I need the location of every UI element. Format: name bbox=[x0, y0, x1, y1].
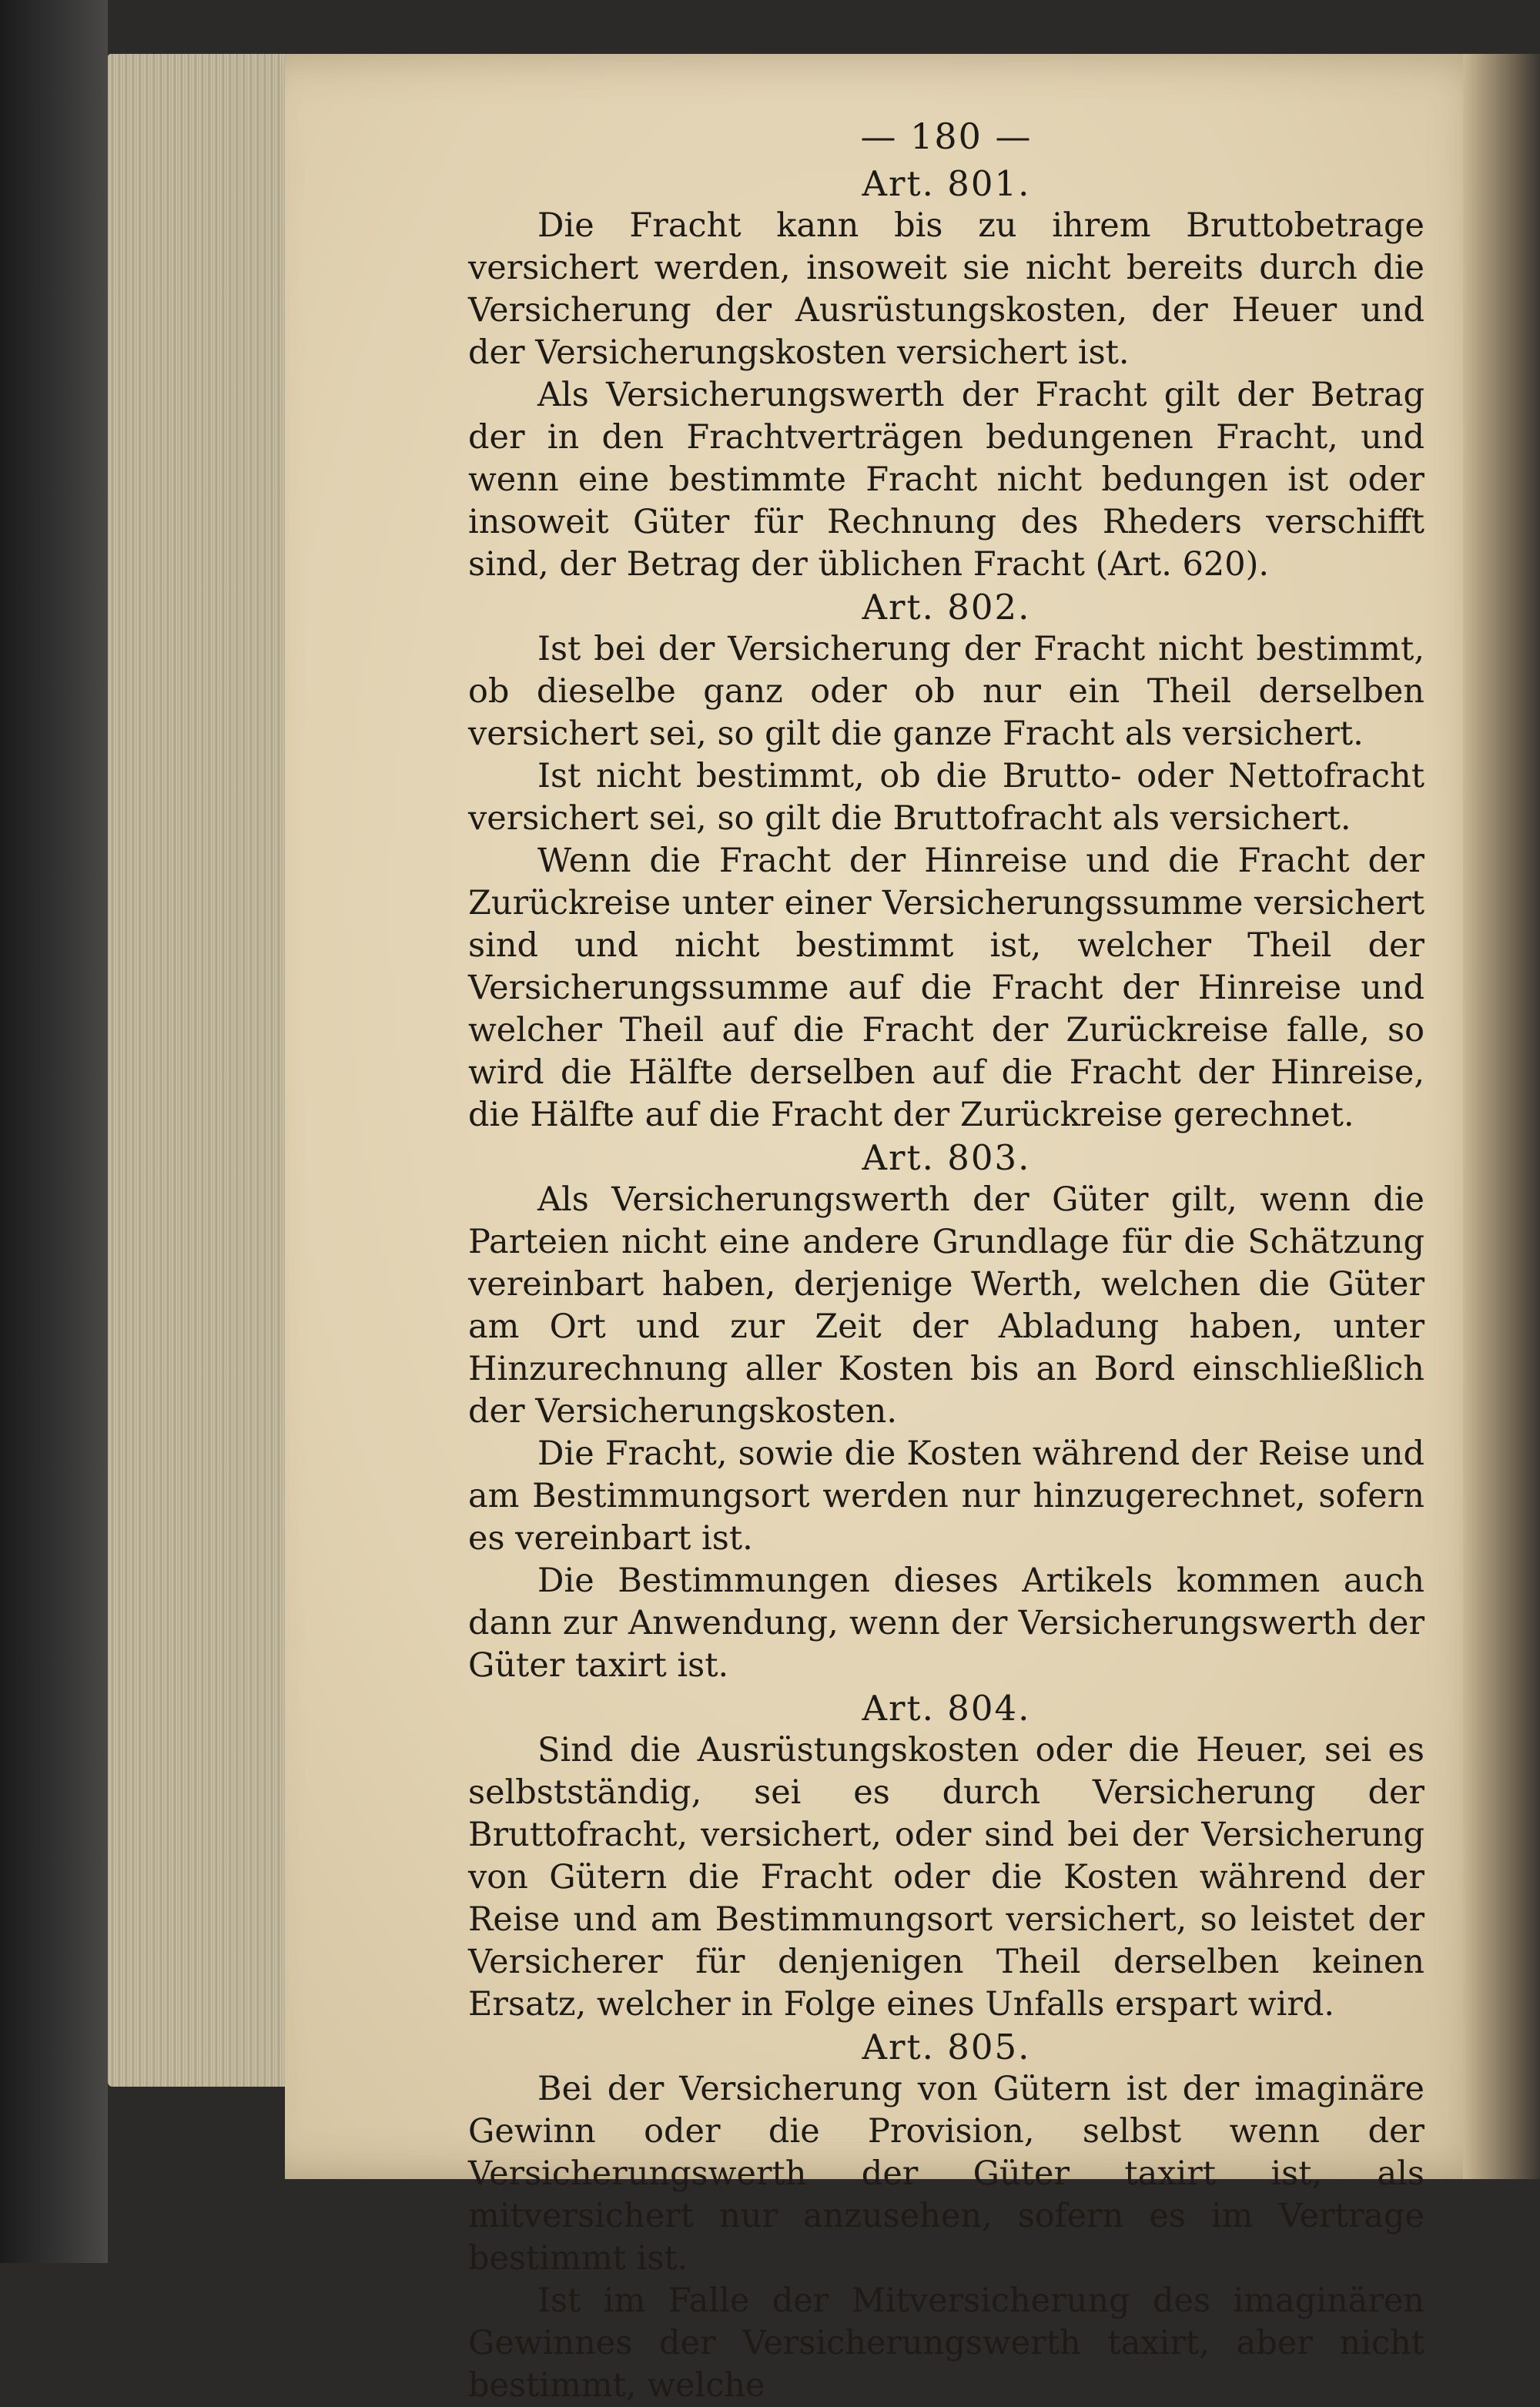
article-803 bbox=[468, 1137, 1424, 1687]
article-heading: Art. 805. bbox=[862, 2027, 1031, 2067]
article-heading: Art. 803. bbox=[862, 1137, 1031, 1178]
paragraph: Wenn die Fracht der Hinreise und die Fracht der Zurückreise unter einer Versicherungssumme versichert sind und nicht bestimmt ist, welcher Theil der Versicherungssumme auf die Fracht der Hinreise und welcher Theil auf die Fracht der Zurückreise falle, so wird die Hälfte derselben auf die Fracht der Hinreise, die Hälfte auf die Fracht der Zurückreise gerechnet. bbox=[468, 842, 1424, 1134]
paragraph: Als Versicherungswerth der Fracht gilt der Betrag der in den Frachtverträgen bedungenen Fracht, und wenn eine bestimmte Fracht nicht bedungen ist oder insoweit Güter für Rechnung des Rheders verschifft sind, der Betrag der üblichen Fracht (Art. 620). bbox=[468, 376, 1424, 584]
page-edges bbox=[108, 54, 293, 2087]
paragraph: Die Fracht kann bis zu ihrem Bruttobetrage versichert werden, insoweit sie nicht bereits durch die Versicherung der Ausrüstungskosten, der Heuer und der Versicherungskosten versichert ist. bbox=[468, 206, 1424, 372]
page-number: — 180 — bbox=[860, 115, 1033, 157]
article-801 bbox=[468, 162, 1424, 586]
page-text bbox=[468, 115, 1424, 2407]
paragraph: Ist nicht bestimmt, ob die Brutto- oder Nettofracht versichert sei, so gilt die Bruttofracht als versichert. bbox=[468, 757, 1424, 838]
book-gutter bbox=[1463, 54, 1540, 2179]
paragraph: Ist im Falle der Mitversicherung des imaginären Gewinnes der Versicherungswerth taxirt, aber nicht bestimmt, welche bbox=[468, 2281, 1424, 2405]
article-heading: Art. 802. bbox=[862, 587, 1031, 628]
paragraph: Bei der Versicherung von Gütern ist der imaginäre Gewinn oder die Provision, selbst wenn der Versicherungswerth der Güter taxirt ist, als mitversichert nur anzusehen, sofern es im Vertrage bestimmt ist. bbox=[468, 2070, 1424, 2278]
paragraph: Ist bei der Versicherung der Fracht nicht bestimmt, ob dieselbe ganz oder ob nur ein Theil derselben versichert sei, so gilt die ganze Fracht als versichert. bbox=[468, 630, 1424, 753]
paragraph: Die Bestimmungen dieses Artikels kommen auch dann zur Anwendung, wenn der Versicherungswerth der Güter taxirt ist. bbox=[468, 1562, 1424, 1685]
paragraph: Sind die Ausrüstungskosten oder die Heuer, sei es selbstständig, sei es durch Versicherung der Bruttofracht, versichert, oder sind bei der Versicherung von Gütern die Fracht oder die Kosten während der Reise und am Bestimmungsort versichert, so leistet der Versicherer für denjenigen Theil derselben keinen Ersatz, welcher in Folge eines Unfalls erspart wird. bbox=[468, 1731, 1424, 2024]
article-heading: Art. 804. bbox=[862, 1688, 1031, 1729]
article-heading: Art. 801. bbox=[862, 163, 1031, 204]
paragraph: Als Versicherungswerth der Güter gilt, wenn die Parteien nicht eine andere Grundlage für die Schätzung vereinbart haben, derjenige Werth, welchen die Güter am Ort und zur Zeit der Abladung haben, unter Hinzurechnung aller Kosten bis an Bord einschließlich der Versicherungskosten. bbox=[468, 1180, 1424, 1431]
article-805 bbox=[468, 2026, 1424, 2407]
article-804 bbox=[468, 1687, 1424, 2026]
book-cover bbox=[0, 0, 108, 2263]
article-802 bbox=[468, 586, 1424, 1137]
paragraph: Die Fracht, sowie die Kosten während der Reise und am Bestimmungsort werden nur hinzugerechnet, sofern es vereinbart ist. bbox=[468, 1434, 1424, 1558]
